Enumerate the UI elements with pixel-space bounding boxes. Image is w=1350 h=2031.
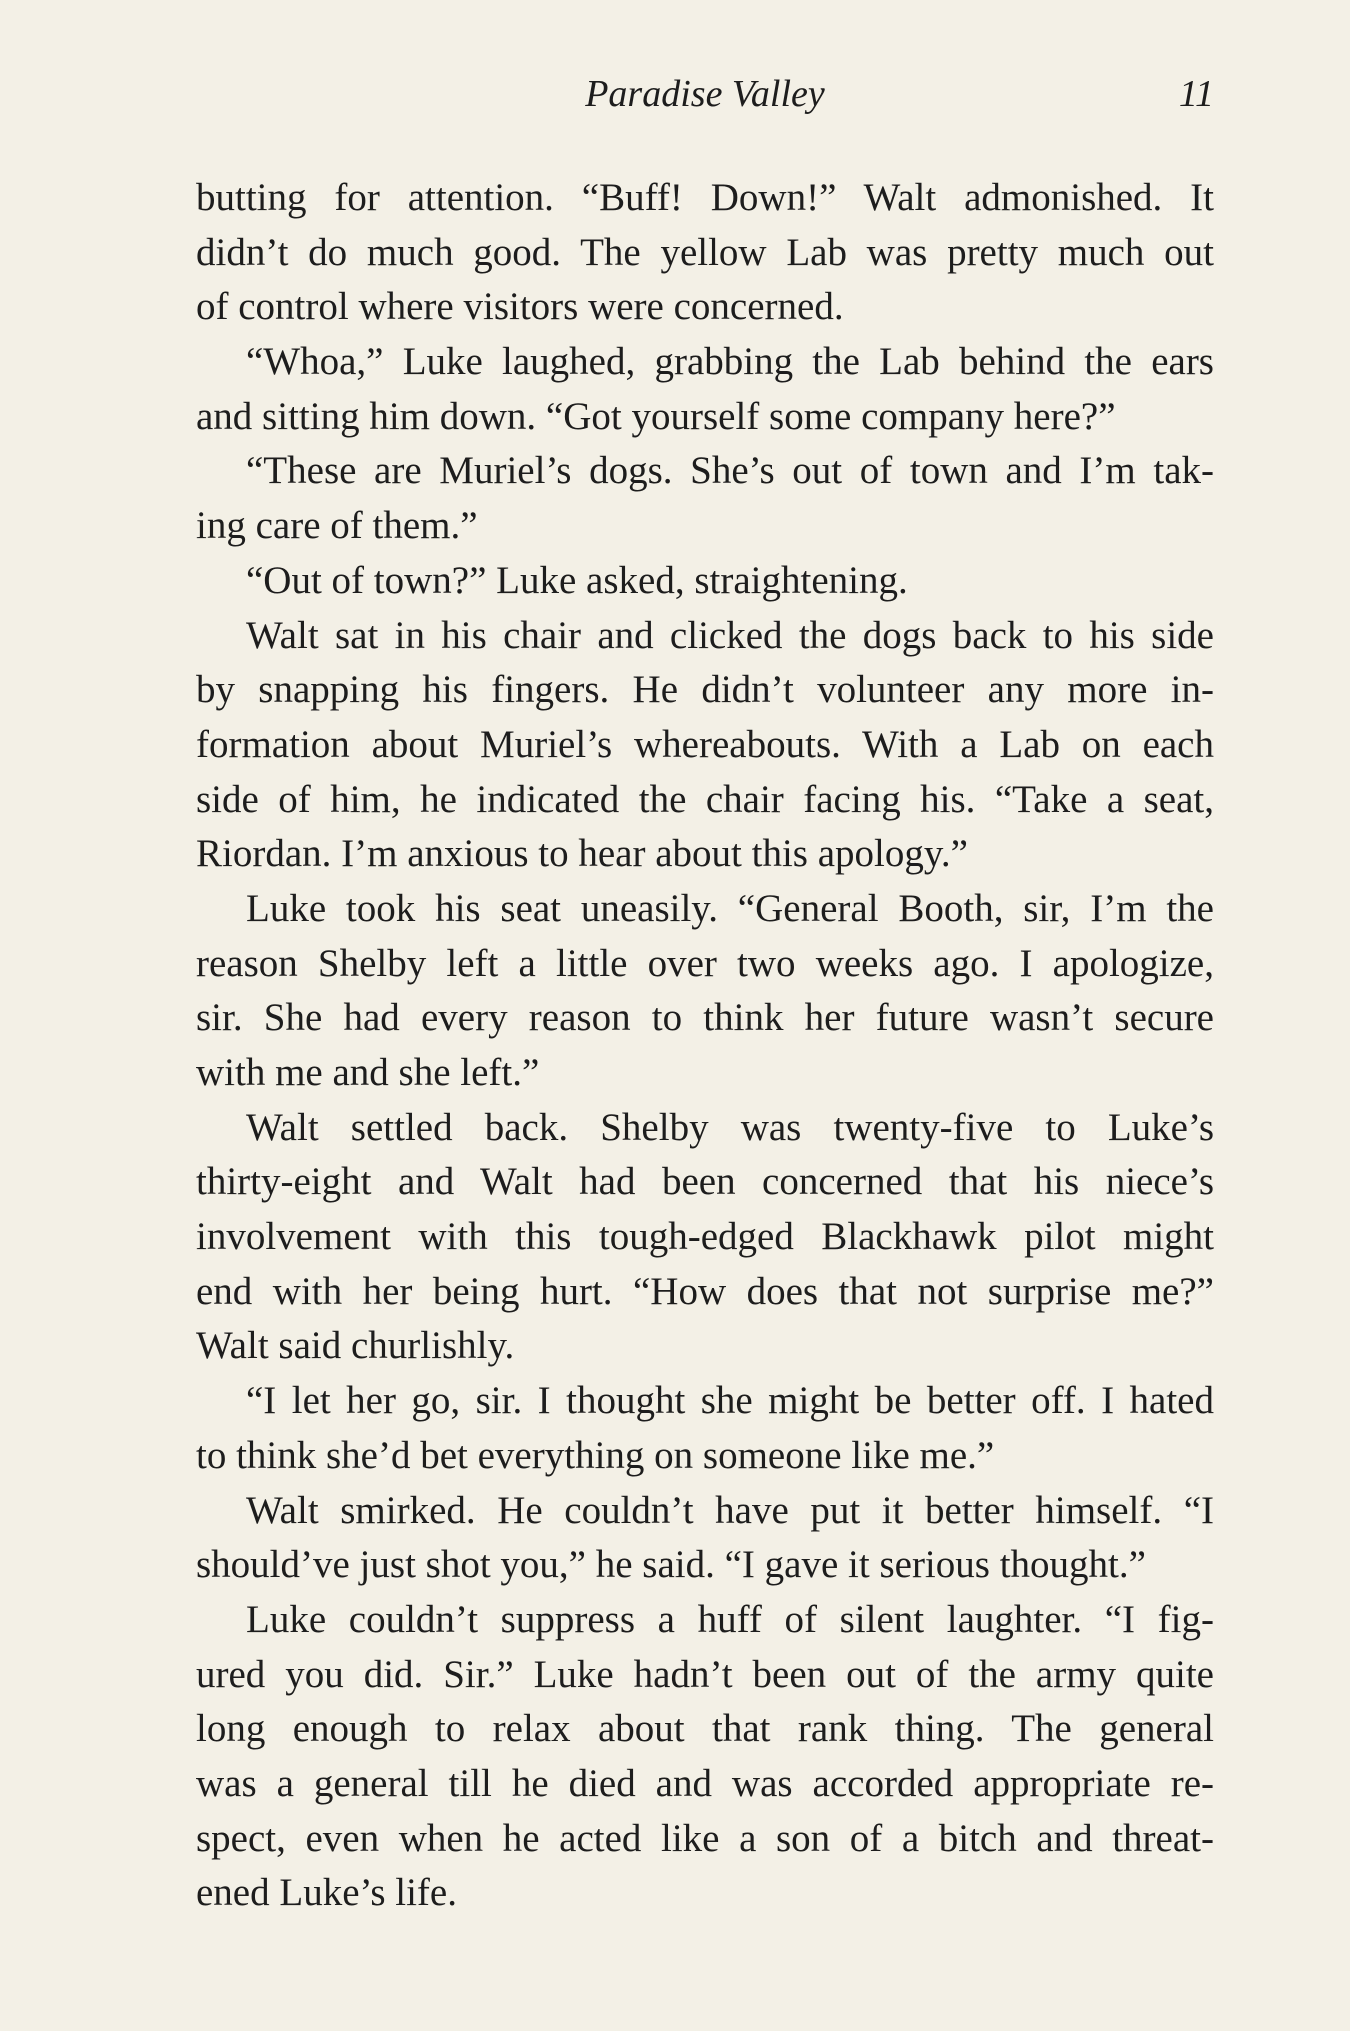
page-number: 11 bbox=[1178, 73, 1214, 115]
text-line: long enough to relax about that rank thing. The general bbox=[196, 1707, 1214, 1751]
paragraph bbox=[196, 1374, 1214, 1483]
text-line: of control where visitors were concerned. bbox=[196, 285, 844, 329]
text-line: involvement with this tough-edged Blackhawk pilot might bbox=[196, 1215, 1214, 1259]
text-line: Walt smirked. He couldn’t have put it better himself. “I bbox=[246, 1488, 1214, 1532]
text-line: thirty-eight and Walt had been concerned that his niece’s bbox=[196, 1160, 1214, 1204]
text-line: ured you did. Sir.” Luke hadn’t been out of the army quite bbox=[196, 1652, 1214, 1696]
text-line: “I let her go, sir. I thought she might be better off. I hated bbox=[246, 1379, 1214, 1423]
text-line: reason Shelby left a little over two weeks ago. I apologize, bbox=[196, 941, 1214, 985]
paragraph bbox=[196, 335, 1214, 444]
paragraph bbox=[196, 1101, 1214, 1374]
text-line: was a general till he died and was accorded appropriate re- bbox=[196, 1761, 1214, 1805]
text-line: to think she’d bet everything on someone like me.” bbox=[196, 1433, 995, 1477]
paragraph bbox=[196, 1593, 1214, 1921]
text-line: should’ve just shot you,” he said. “I gave it serious thought.” bbox=[196, 1543, 1146, 1587]
text-line: and sitting him down. “Got yourself some company here?” bbox=[196, 394, 1116, 438]
text-line: formation about Muriel’s whereabouts. With a Lab on each bbox=[196, 722, 1214, 766]
paragraph bbox=[196, 444, 1214, 553]
paragraph bbox=[196, 609, 1214, 882]
paragraph bbox=[196, 882, 1214, 1101]
text-line: “Whoa,” Luke laughed, grabbing the Lab behind the ears bbox=[246, 340, 1214, 384]
text-line: side of him, he indicated the chair facing his. “Take a seat, bbox=[196, 777, 1214, 821]
paragraph bbox=[196, 171, 1214, 335]
text-line: Luke couldn’t suppress a huff of silent laughter. “I fig- bbox=[246, 1597, 1214, 1641]
text-line: Riordan. I’m anxious to hear about this apology.” bbox=[196, 832, 968, 876]
text-line: spect, even when he acted like a son of a bitch and threat- bbox=[196, 1816, 1214, 1860]
text-line: end with her being hurt. “How does that not surprise me?” bbox=[196, 1269, 1214, 1313]
text-line: with me and she left.” bbox=[196, 1051, 540, 1094]
text-line: butting for attention. “Buff! Down!” Walt admonished. It bbox=[196, 176, 1214, 219]
text-line: Luke took his seat uneasily. “General Booth, sir, I’m the bbox=[246, 886, 1214, 930]
text-line: Walt settled back. Shelby was twenty-five to Luke’s bbox=[246, 1105, 1214, 1149]
body-text bbox=[196, 171, 1214, 1921]
text-line: “Out of town?” Luke asked, straightening. bbox=[246, 558, 908, 602]
text-line: by snapping his fingers. He didn’t volunteer any more in- bbox=[196, 668, 1214, 712]
text-line: ing care of them.” bbox=[196, 504, 478, 548]
paragraph bbox=[196, 1484, 1214, 1593]
text-line: ened Luke’s life. bbox=[196, 1871, 457, 1915]
paragraph bbox=[196, 554, 1214, 609]
text-line: “These are Muriel’s dogs. She’s out of town and I’m tak- bbox=[246, 449, 1214, 493]
running-head bbox=[196, 64, 1214, 124]
text-line: sir. She had every reason to think her future wasn’t secure bbox=[196, 996, 1214, 1040]
text-line: Walt said churlishly. bbox=[196, 1324, 515, 1368]
running-title: Paradise Valley bbox=[585, 73, 825, 115]
text-line: Walt sat in his chair and clicked the dogs back to his side bbox=[246, 613, 1214, 657]
text-line: didn’t do much good. The yellow Lab was pretty much out bbox=[196, 230, 1214, 274]
